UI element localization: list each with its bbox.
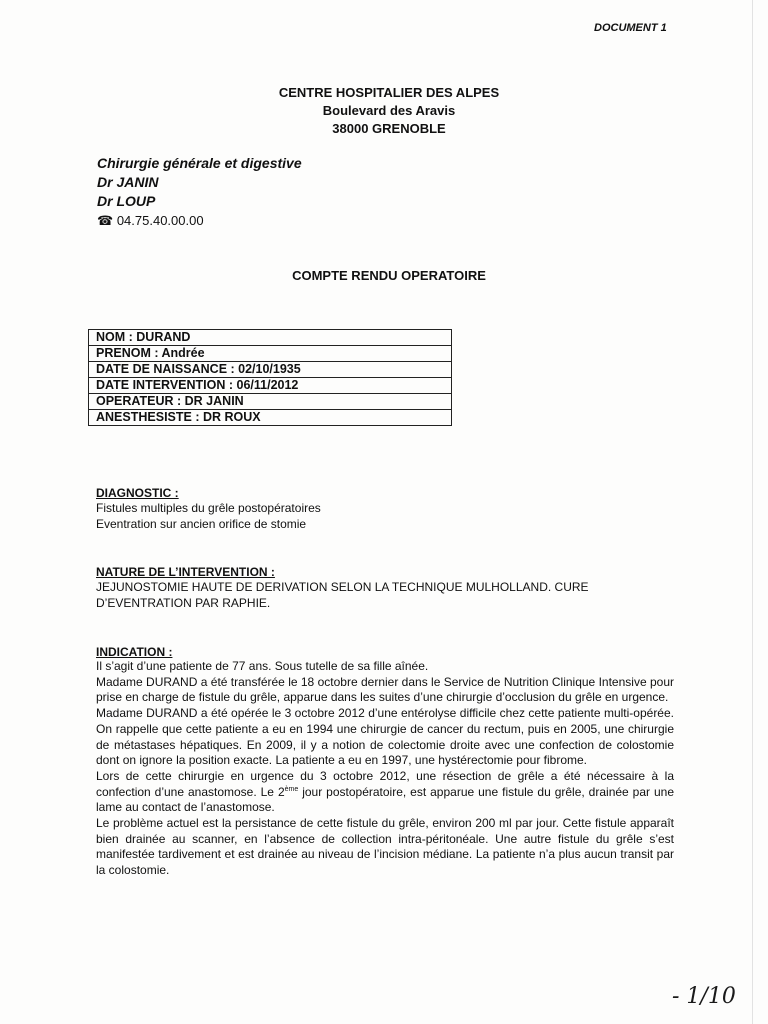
- indication-paragraph: Madame DURAND a été transférée le 18 octobre dernier dans le Service de Nutrition Clinique Intensive pour prise en charge de fistule du grêle, apparue dans les suites d’une chirurgie d’occlusion du grêle en urgence.: [96, 674, 674, 705]
- service-block: [97, 154, 302, 230]
- doctor-name: Dr JANIN: [97, 174, 159, 190]
- patient-info-box: [88, 329, 452, 426]
- department-name: Chirurgie générale et digestive: [97, 155, 302, 171]
- phone-line: [97, 211, 302, 230]
- hospital-street: Boulevard des Aravis: [322, 103, 456, 118]
- hospital-city: 38000 GRENOBLE: [332, 121, 446, 136]
- scan-edge: [752, 0, 753, 1024]
- report-title: COMPTE RENDU OPERATOIRE: [292, 268, 486, 283]
- phone-icon: ☎: [97, 213, 114, 228]
- paragraph-text: Lors de cette chirurgie en urgence du 3 octobre 2012, une résection de grêle a été nécessaire à la confection d’une anastomose. Le 2: [96, 768, 674, 799]
- anesthetist-row: ANESTHESISTE : DR ROUX: [96, 410, 261, 424]
- intervention-section: [96, 565, 656, 611]
- hospital-name: CENTRE HOSPITALIER DES ALPES: [278, 85, 500, 100]
- phone-number: 04.75.40.00.00: [113, 213, 204, 228]
- birth-date-row: DATE DE NAISSANCE : 02/10/1935: [89, 362, 451, 378]
- diagnostic-line: Eventration sur ancien orifice de stomie: [96, 517, 307, 531]
- document-label: DOCUMENT 1: [594, 22, 667, 34]
- diagnostic-heading: DIAGNOSTIC :: [96, 486, 179, 500]
- patient-name-row: NOM : DURAND: [89, 330, 451, 346]
- indication-body: [96, 659, 674, 879]
- intervention-text: JEJUNOSTOMIE HAUTE DE DERIVATION SELON LA TECHNIQUE MULHOLLAND. CURE D’EVENTRATION PAR RAPHIE.: [96, 580, 589, 610]
- intervention-heading: NATURE DE L’INTERVENTION :: [96, 565, 275, 579]
- operator-row: OPERATEUR : DR JANIN: [89, 394, 451, 410]
- hospital-header: [0, 84, 768, 138]
- indication-paragraph: Madame DURAND a été opérée le 3 octobre 2012 d’une entérolyse difficile chez cette patiente multi-opérée. On rappelle que cette patiente a eu en 1994 une chirurgie de cancer du rectum, puis en 2005, une chirurgie de métastases hépatiques. En 2009, il y a notion de colectomie droite avec une confection de colostomie dont on ignore la position exacte. La patiente a eu en 1997, une hystérectomie pour fibrome.: [96, 706, 674, 768]
- diagnostic-section: [96, 486, 321, 532]
- indication-section: [96, 645, 674, 879]
- indication-paragraph: Il s’agit d’une patiente de 77 ans. Sous tutelle de sa fille aînée.: [96, 659, 429, 673]
- paragraph-text: jour postopératoire, est apparue une fistule du grêle, drainée par une lame au contact de l’anastomose.: [96, 784, 674, 815]
- indication-heading: INDICATION :: [96, 645, 173, 659]
- indication-paragraph: [96, 769, 674, 816]
- indication-paragraph: Le problème actuel est la persistance de cette fistule du grêle, environ 200 ml par jour. Cette fistule apparaît bien drainée au scanner, en l’absence de collection intra-péritonéale. Une autre fistule du grêle s’est manifestée tardivement et est drainée au niveau de l’incision médiane. La patiente n’a plus aucun transit par la colostomie.: [96, 816, 674, 878]
- patient-firstname-row: PRENOM : Andrée: [89, 346, 451, 362]
- doctor-name: Dr LOUP: [97, 193, 156, 209]
- ordinal-suffix: ème: [284, 785, 299, 793]
- page-number: - 1/10: [672, 984, 736, 1009]
- intervention-date-row: DATE INTERVENTION : 06/11/2012: [89, 378, 451, 394]
- diagnostic-line: Fistules multiples du grêle postopératoires: [96, 501, 321, 515]
